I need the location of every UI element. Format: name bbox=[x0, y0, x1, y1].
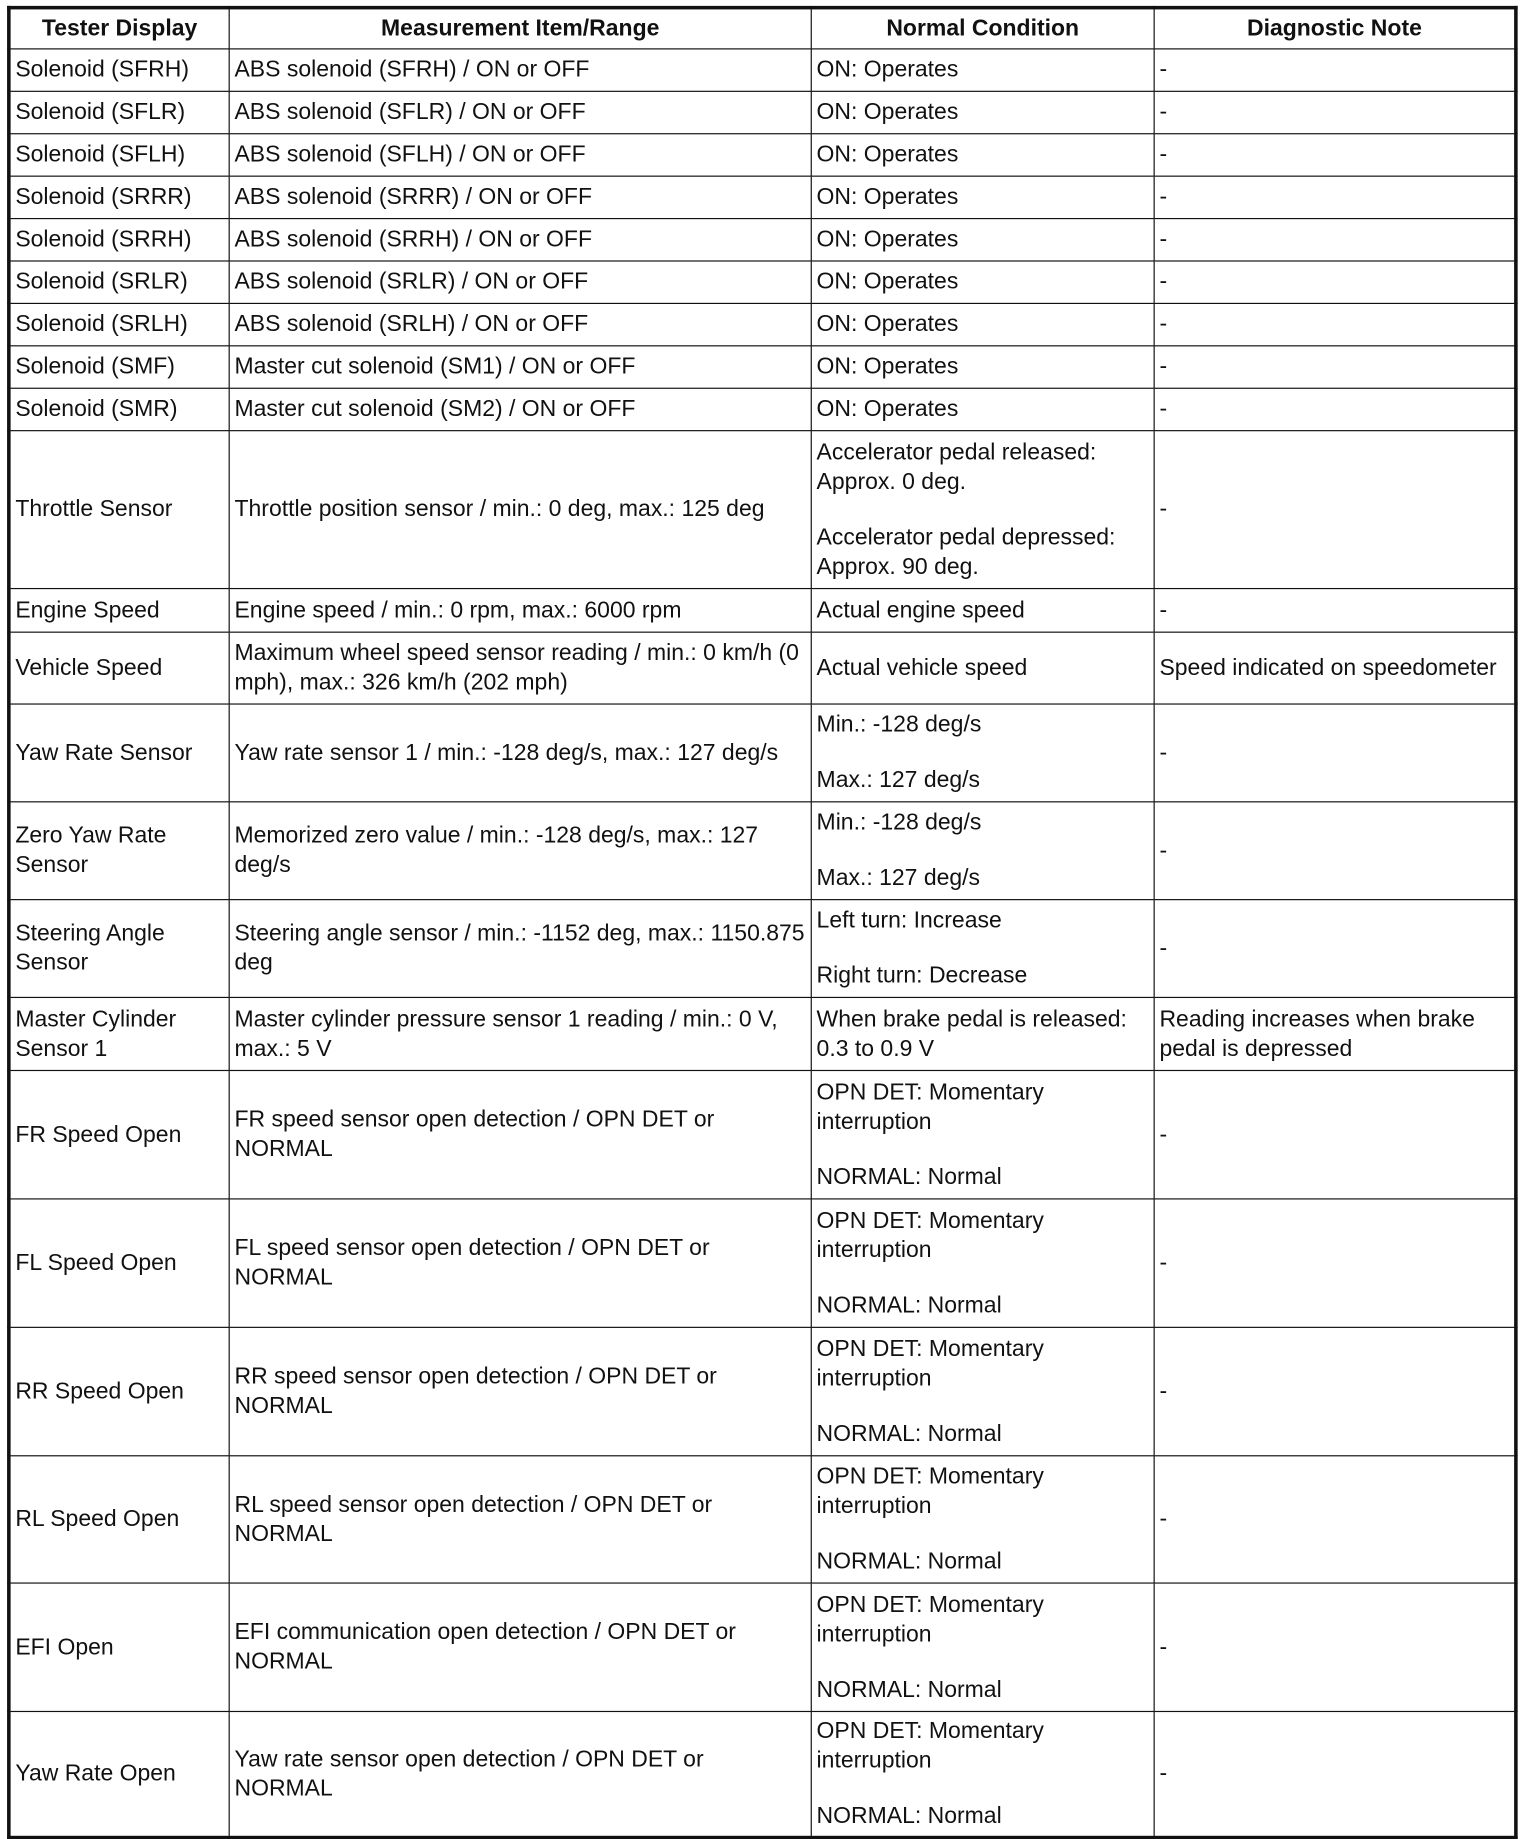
cell-diagnostic-note bbox=[1154, 997, 1516, 1070]
cell-diagnostic-note bbox=[1154, 1327, 1516, 1455]
cell-normal-condition bbox=[811, 1456, 1154, 1583]
cell-text: Reading increases when brake pedal is depressed bbox=[1159, 1005, 1475, 1062]
cell-text: NORMAL: Normal bbox=[816, 1802, 1002, 1829]
cell-text: - bbox=[1159, 739, 1168, 766]
cell-text: ON: Operates bbox=[816, 311, 959, 337]
cell-text: FR speed sensor open detection / OPN DET or NORMAL bbox=[234, 1106, 715, 1162]
cell-text: FR Speed Open bbox=[15, 1121, 182, 1148]
cell-normal-condition bbox=[811, 1711, 1154, 1837]
cell-text: Accelerator pedal released: Approx. 0 deg. bbox=[816, 438, 1097, 495]
cell-text: EFI Open bbox=[15, 1633, 114, 1660]
cell-text: Right turn: Decrease bbox=[816, 962, 1028, 989]
cell-tester-display bbox=[9, 261, 229, 303]
cell-text: RR speed sensor open detection / OPN DET or NORMAL bbox=[234, 1363, 717, 1419]
cell-text: Steering Angle Sensor bbox=[15, 920, 165, 976]
table-row bbox=[9, 704, 1516, 802]
cell-measurement-item bbox=[229, 1199, 811, 1327]
cell-measurement-item bbox=[229, 303, 811, 345]
cell-text: - bbox=[1159, 1760, 1168, 1787]
cell-diagnostic-note bbox=[1154, 1070, 1516, 1198]
cell-text: - bbox=[1159, 1121, 1168, 1148]
cell-measurement-item bbox=[229, 1456, 811, 1583]
table-row bbox=[9, 91, 1516, 133]
cell-text: - bbox=[1159, 141, 1168, 168]
cell-text: Engine Speed bbox=[15, 596, 160, 623]
cell-diagnostic-note bbox=[1154, 632, 1516, 704]
cell-diagnostic-note bbox=[1154, 261, 1516, 303]
cell-text: - bbox=[1159, 353, 1168, 380]
cell-tester-display bbox=[9, 431, 229, 589]
cell-text: Solenoid (SRLR) bbox=[15, 268, 188, 295]
cell-measurement-item bbox=[229, 431, 811, 589]
table-row bbox=[9, 134, 1516, 176]
cell-tester-display bbox=[9, 997, 229, 1070]
cell-normal-condition bbox=[811, 134, 1154, 176]
cell-text: When brake pedal is released: 0.3 to 0.9 V bbox=[816, 1005, 1127, 1062]
cell-text: ABS solenoid (SRRR) / ON or OFF bbox=[234, 183, 592, 210]
cell-diagnostic-note bbox=[1154, 900, 1516, 998]
header-tester-display: Tester Display bbox=[9, 8, 229, 49]
cell-text: Actual engine speed bbox=[816, 596, 1025, 623]
cell-measurement-item bbox=[229, 589, 811, 633]
cell-normal-condition bbox=[811, 802, 1154, 900]
cell-tester-display bbox=[9, 1327, 229, 1455]
cell-text: Yaw Rate Open bbox=[15, 1760, 176, 1787]
cell-text: ON: Operates bbox=[816, 98, 959, 125]
cell-text: NORMAL: Normal bbox=[816, 1292, 1002, 1318]
cell-diagnostic-note bbox=[1154, 1711, 1516, 1837]
cell-normal-condition bbox=[811, 91, 1154, 133]
cell-text: OPN DET: Momentary interruption bbox=[816, 1591, 1044, 1647]
cell-diagnostic-note bbox=[1154, 303, 1516, 345]
cell-text: - bbox=[1159, 1249, 1168, 1276]
cell-text: ON: Operates bbox=[816, 268, 959, 295]
cell-diagnostic-note bbox=[1154, 219, 1516, 261]
cell-text: ON: Operates bbox=[816, 353, 959, 380]
cell-tester-display bbox=[9, 219, 229, 261]
cell-diagnostic-note bbox=[1154, 176, 1516, 218]
cell-measurement-item bbox=[229, 1711, 811, 1837]
cell-normal-condition bbox=[811, 303, 1154, 345]
cell-text: OPN DET: Momentary interruption bbox=[816, 1207, 1044, 1263]
cell-text: Vehicle Speed bbox=[15, 654, 163, 681]
cell-text: OPN DET: Momentary interruption bbox=[816, 1078, 1044, 1135]
cell-text: - bbox=[1159, 934, 1168, 961]
cell-diagnostic-note bbox=[1154, 91, 1516, 133]
cell-tester-display bbox=[9, 1070, 229, 1198]
cell-diagnostic-note bbox=[1154, 346, 1516, 388]
cell-diagnostic-note bbox=[1154, 134, 1516, 176]
cell-text: Master cut solenoid (SM1) / ON or OFF bbox=[234, 353, 636, 380]
cell-text: Solenoid (SRLH) bbox=[15, 311, 188, 337]
cell-diagnostic-note bbox=[1154, 1456, 1516, 1583]
table-row bbox=[9, 1711, 1516, 1837]
cell-text: RL Speed Open bbox=[15, 1505, 180, 1532]
cell-measurement-item bbox=[229, 1583, 811, 1711]
cell-text: Speed indicated on speedometer bbox=[1159, 654, 1497, 681]
cell-text: - bbox=[1159, 1505, 1168, 1532]
cell-diagnostic-note bbox=[1154, 802, 1516, 900]
cell-tester-display bbox=[9, 589, 229, 633]
cell-text: Zero Yaw Rate Sensor bbox=[15, 822, 167, 878]
cell-normal-condition bbox=[811, 1327, 1154, 1455]
cell-tester-display bbox=[9, 1199, 229, 1327]
cell-measurement-item bbox=[229, 802, 811, 900]
table-row bbox=[9, 261, 1516, 303]
cell-measurement-item bbox=[229, 346, 811, 388]
cell-text: Throttle position sensor / min.: 0 deg, max.: 125 deg bbox=[234, 496, 765, 522]
cell-tester-display bbox=[9, 900, 229, 998]
cell-text: Master cut solenoid (SM2) / ON or OFF bbox=[234, 395, 636, 422]
table-row bbox=[9, 1583, 1516, 1711]
cell-tester-display bbox=[9, 346, 229, 388]
cell-text: ON: Operates bbox=[816, 183, 959, 210]
cell-tester-display bbox=[9, 1583, 229, 1711]
cell-text: ABS solenoid (SFLH) / ON or OFF bbox=[234, 141, 586, 168]
cell-text: ABS solenoid (SFRH) / ON or OFF bbox=[234, 56, 590, 83]
table-row bbox=[9, 1199, 1516, 1327]
cell-measurement-item bbox=[229, 632, 811, 704]
cell-text: RR Speed Open bbox=[15, 1378, 184, 1404]
cell-text: - bbox=[1159, 1378, 1168, 1404]
cell-text: ON: Operates bbox=[816, 56, 959, 83]
table-row bbox=[9, 1327, 1516, 1455]
header-measurement-item: Measurement Item/Range bbox=[229, 8, 811, 49]
cell-text: Solenoid (SMR) bbox=[15, 395, 178, 422]
cell-text: - bbox=[1159, 268, 1168, 295]
table-row bbox=[9, 388, 1516, 430]
cell-normal-condition bbox=[811, 1199, 1154, 1327]
cell-text: ON: Operates bbox=[816, 141, 959, 168]
cell-text: Yaw rate sensor 1 / min.: -128 deg/s, max.: 127 deg/s bbox=[234, 739, 779, 766]
cell-tester-display bbox=[9, 91, 229, 133]
cell-tester-display bbox=[9, 134, 229, 176]
cell-text: RL speed sensor open detection / OPN DET or NORMAL bbox=[234, 1491, 713, 1547]
cell-measurement-item bbox=[229, 219, 811, 261]
cell-text: ON: Operates bbox=[816, 395, 959, 422]
cell-measurement-item bbox=[229, 176, 811, 218]
cell-measurement-item bbox=[229, 49, 811, 91]
cell-text: - bbox=[1159, 311, 1168, 337]
cell-text: Master Cylinder Sensor 1 bbox=[15, 1005, 177, 1062]
cell-normal-condition bbox=[811, 632, 1154, 704]
cell-measurement-item bbox=[229, 1327, 811, 1455]
cell-text: Memorized zero value / min.: -128 deg/s, max.: 127 deg/s bbox=[234, 822, 759, 878]
table-row bbox=[9, 900, 1516, 998]
cell-normal-condition bbox=[811, 900, 1154, 998]
cell-tester-display bbox=[9, 49, 229, 91]
cell-diagnostic-note bbox=[1154, 388, 1516, 430]
cell-text: Steering angle sensor / min.: -1152 deg, max.: 1150.875 deg bbox=[234, 920, 805, 976]
cell-text: - bbox=[1159, 98, 1168, 125]
table-row bbox=[9, 632, 1516, 704]
header-diagnostic-note: Diagnostic Note bbox=[1154, 8, 1516, 49]
cell-text: Min.: -128 deg/s bbox=[816, 809, 982, 836]
cell-measurement-item bbox=[229, 134, 811, 176]
cell-text: Throttle Sensor bbox=[15, 496, 173, 522]
cell-tester-display bbox=[9, 1711, 229, 1837]
table-row bbox=[9, 1456, 1516, 1583]
cell-measurement-item bbox=[229, 704, 811, 802]
cell-normal-condition bbox=[811, 431, 1154, 589]
cell-text: FL Speed Open bbox=[15, 1249, 177, 1276]
cell-measurement-item bbox=[229, 91, 811, 133]
cell-text: OPN DET: Momentary interruption bbox=[816, 1335, 1044, 1391]
cell-text: Solenoid (SMF) bbox=[15, 353, 175, 380]
cell-diagnostic-note bbox=[1154, 1583, 1516, 1711]
cell-text: - bbox=[1159, 395, 1168, 422]
cell-normal-condition bbox=[811, 704, 1154, 802]
cell-tester-display bbox=[9, 802, 229, 900]
cell-text: - bbox=[1159, 837, 1168, 864]
table-row bbox=[9, 49, 1516, 91]
cell-text: FL speed sensor open detection / OPN DET or NORMAL bbox=[234, 1234, 710, 1291]
cell-diagnostic-note bbox=[1154, 704, 1516, 802]
cell-normal-condition bbox=[811, 1070, 1154, 1198]
cell-text: Left turn: Increase bbox=[816, 907, 1002, 934]
table-row bbox=[9, 802, 1516, 900]
cell-diagnostic-note bbox=[1154, 589, 1516, 633]
cell-text: ABS solenoid (SFLR) / ON or OFF bbox=[234, 98, 586, 125]
cell-tester-display bbox=[9, 388, 229, 430]
cell-diagnostic-note bbox=[1154, 431, 1516, 589]
cell-text: - bbox=[1159, 56, 1168, 83]
cell-normal-condition bbox=[811, 261, 1154, 303]
cell-tester-display bbox=[9, 303, 229, 345]
cell-text: ABS solenoid (SRLR) / ON or OFF bbox=[234, 268, 589, 295]
cell-text: NORMAL: Normal bbox=[816, 1163, 1002, 1190]
cell-normal-condition bbox=[811, 388, 1154, 430]
cell-tester-display bbox=[9, 632, 229, 704]
cell-text: NORMAL: Normal bbox=[816, 1420, 1002, 1447]
table-row bbox=[9, 176, 1516, 218]
cell-text: Actual vehicle speed bbox=[816, 654, 1028, 681]
table-row bbox=[9, 346, 1516, 388]
cell-text: Accelerator pedal depressed: Approx. 90 deg. bbox=[816, 523, 1116, 580]
cell-normal-condition bbox=[811, 176, 1154, 218]
table-row bbox=[9, 589, 1516, 633]
header-normal-condition: Normal Condition bbox=[811, 8, 1154, 49]
cell-text: OPN DET: Momentary interruption bbox=[816, 1463, 1044, 1519]
cell-text: - bbox=[1159, 496, 1168, 522]
cell-text: Solenoid (SFLH) bbox=[15, 141, 186, 168]
cell-text: ABS solenoid (SRRH) / ON or OFF bbox=[234, 226, 592, 253]
cell-measurement-item bbox=[229, 900, 811, 998]
data-monitor-table bbox=[7, 6, 1518, 1839]
cell-text: Master cylinder pressure sensor 1 reading / min.: 0 V, max.: 5 V bbox=[234, 1005, 778, 1062]
cell-text: ON: Operates bbox=[816, 226, 959, 253]
cell-text: Yaw Rate Sensor bbox=[15, 739, 193, 766]
cell-text: Solenoid (SRRR) bbox=[15, 183, 192, 210]
cell-normal-condition bbox=[811, 589, 1154, 633]
cell-normal-condition bbox=[811, 1583, 1154, 1711]
cell-tester-display bbox=[9, 704, 229, 802]
cell-text: - bbox=[1159, 1633, 1168, 1660]
cell-diagnostic-note bbox=[1154, 49, 1516, 91]
cell-text: Yaw rate sensor open detection / OPN DET or NORMAL bbox=[234, 1745, 704, 1802]
cell-normal-condition bbox=[811, 997, 1154, 1070]
cell-diagnostic-note bbox=[1154, 1199, 1516, 1327]
header-row bbox=[9, 8, 1516, 49]
cell-normal-condition bbox=[811, 219, 1154, 261]
cell-text: - bbox=[1159, 226, 1168, 253]
cell-text: ABS solenoid (SRLH) / ON or OFF bbox=[234, 311, 589, 337]
cell-measurement-item bbox=[229, 997, 811, 1070]
cell-text: Solenoid (SFRH) bbox=[15, 56, 189, 83]
cell-text: Min.: -128 deg/s bbox=[816, 711, 982, 738]
table-row bbox=[9, 997, 1516, 1070]
cell-tester-display bbox=[9, 1456, 229, 1583]
cell-text: OPN DET: Momentary interruption bbox=[816, 1717, 1044, 1774]
cell-normal-condition bbox=[811, 49, 1154, 91]
cell-measurement-item bbox=[229, 1070, 811, 1198]
cell-text: Engine speed / min.: 0 rpm, max.: 6000 rpm bbox=[234, 596, 682, 623]
cell-measurement-item bbox=[229, 261, 811, 303]
cell-text: EFI communication open detection / OPN DET or NORMAL bbox=[234, 1618, 736, 1675]
cell-text: Solenoid (SFLR) bbox=[15, 98, 186, 125]
cell-normal-condition bbox=[811, 346, 1154, 388]
table-row bbox=[9, 219, 1516, 261]
table-row bbox=[9, 431, 1516, 589]
cell-text: Max.: 127 deg/s bbox=[816, 864, 981, 891]
cell-text: - bbox=[1159, 596, 1168, 623]
cell-measurement-item bbox=[229, 388, 811, 430]
cell-text: Solenoid (SRRH) bbox=[15, 226, 192, 253]
table-row bbox=[9, 303, 1516, 345]
cell-text: - bbox=[1159, 183, 1168, 210]
cell-text: NORMAL: Normal bbox=[816, 1548, 1002, 1575]
cell-text: Maximum wheel speed sensor reading / min.: 0 km/h (0 mph), max.: 326 km/h (202 mph) bbox=[234, 639, 799, 696]
cell-tester-display bbox=[9, 176, 229, 218]
cell-text: Max.: 127 deg/s bbox=[816, 767, 981, 793]
table-row bbox=[9, 1070, 1516, 1198]
cell-text: NORMAL: Normal bbox=[816, 1676, 1002, 1703]
